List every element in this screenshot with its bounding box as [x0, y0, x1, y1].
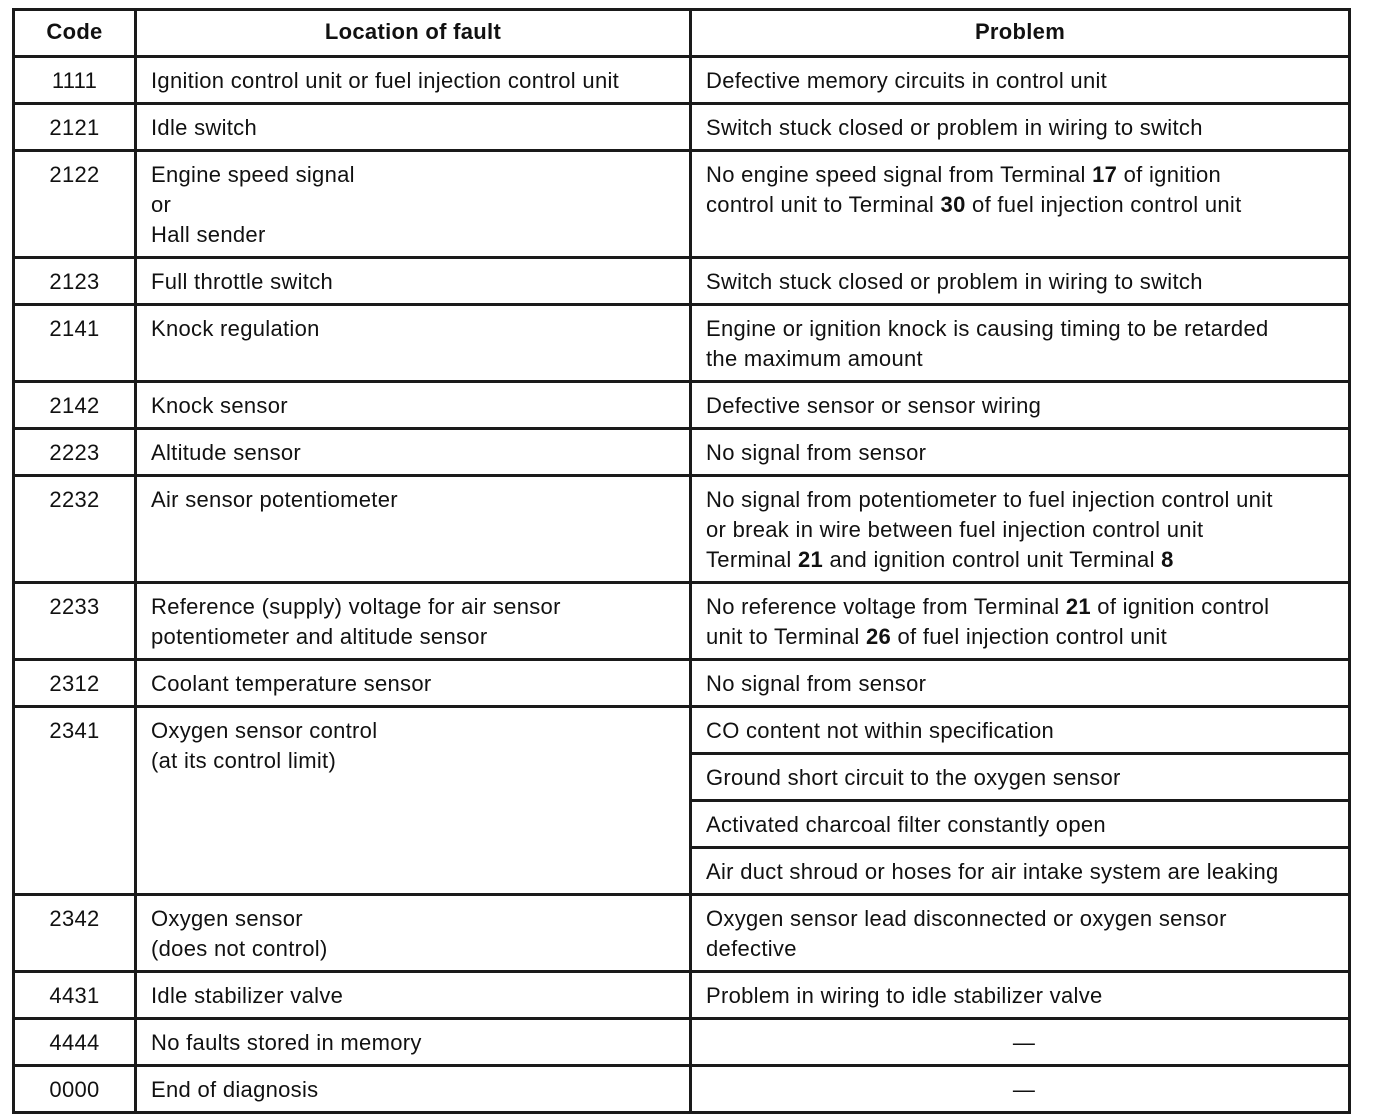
terminal-number: 26: [866, 624, 892, 649]
problem-text: Defective memory circuits in control unit: [706, 68, 1108, 93]
location-cell: [136, 895, 691, 972]
problem-cell: [691, 1066, 1350, 1113]
problem-dash: —: [1012, 1077, 1036, 1102]
problem-text: [706, 190, 1342, 220]
problem-cell: [691, 848, 1350, 895]
problem-text-part: control unit to Terminal: [706, 192, 941, 217]
problem-text: Ground short circuit to the oxygen sensor: [706, 765, 1121, 790]
table-row: [14, 382, 1350, 429]
location-cell: [136, 382, 691, 429]
location-cell: [136, 429, 691, 476]
location-text: Altitude sensor: [151, 440, 302, 465]
code-cell: 1111: [14, 57, 136, 104]
table-row: [14, 476, 1350, 583]
problem-dash: —: [1012, 1030, 1036, 1055]
problem-text-part: of fuel injection control unit: [965, 192, 1242, 217]
problem-text: [706, 160, 1342, 190]
problem-cell: [691, 429, 1350, 476]
code-cell: 2341: [14, 707, 136, 895]
location-cell: [136, 660, 691, 707]
problem-cell: [691, 305, 1350, 382]
problem-text: Activated charcoal filter constantly open: [706, 812, 1106, 837]
location-cell: [136, 972, 691, 1019]
problem-text: Engine or ignition knock is causing timing to be retarded: [706, 316, 1269, 341]
problem-cell: [691, 151, 1350, 258]
location-text: or: [151, 192, 172, 217]
location-text: Knock regulation: [151, 316, 320, 341]
location-text: Ignition control unit or fuel injection control unit: [151, 68, 620, 93]
problem-text: [706, 545, 1342, 575]
problem-cell: [691, 754, 1350, 801]
code-cell: 2342: [14, 895, 136, 972]
code-cell: 4444: [14, 1019, 136, 1066]
problem-cell: [691, 972, 1350, 1019]
problem-text: Oxygen sensor lead disconnected or oxygen sensor: [706, 906, 1227, 931]
problem-text-part: of fuel injection control unit: [891, 624, 1167, 649]
problem-cell: [691, 258, 1350, 305]
location-cell: [136, 1019, 691, 1066]
table-row: [14, 1019, 1350, 1066]
location-text: Oxygen sensor control: [151, 718, 378, 743]
location-text: Full throttle switch: [151, 269, 334, 294]
problem-cell: [691, 583, 1350, 660]
problem-text-part: No reference voltage from Terminal: [706, 594, 1066, 619]
problem-cell: [691, 57, 1350, 104]
table-row: [14, 57, 1350, 104]
terminal-number: 30: [940, 192, 966, 217]
table-row: [14, 583, 1350, 660]
problem-text: No signal from potentiometer to fuel injection control unit: [706, 487, 1273, 512]
problem-cell: [691, 660, 1350, 707]
table-row: [14, 258, 1350, 305]
table-row: [14, 707, 1350, 754]
location-cell: [136, 104, 691, 151]
problem-text-part: No engine speed signal from Terminal: [706, 162, 1093, 187]
problem-text: Problem in wiring to idle stabilizer valve: [706, 983, 1103, 1008]
header-code: Code: [14, 10, 136, 57]
code-cell: 2123: [14, 258, 136, 305]
location-text: potentiometer and altitude sensor: [151, 624, 488, 649]
problem-text: Switch stuck closed or problem in wiring to switch: [706, 269, 1203, 294]
location-cell: [136, 57, 691, 104]
problem-text: CO content not within specification: [706, 718, 1055, 743]
location-text: Idle switch: [151, 115, 258, 140]
location-text: Coolant temperature sensor: [151, 671, 432, 696]
problem-text: [706, 592, 1342, 622]
table-row: [14, 104, 1350, 151]
location-text: Air sensor potentiometer: [151, 487, 398, 512]
problem-cell: [691, 382, 1350, 429]
location-cell: [136, 258, 691, 305]
problem-text: defective: [706, 936, 797, 961]
location-text: Reference (supply) voltage for air sensor: [151, 594, 561, 619]
code-cell: 0000: [14, 1066, 136, 1113]
location-text: Knock sensor: [151, 393, 288, 418]
location-text: End of diagnosis: [151, 1077, 319, 1102]
terminal-number: 8: [1161, 547, 1174, 572]
code-cell: 2312: [14, 660, 136, 707]
code-cell: 2232: [14, 476, 136, 583]
terminal-number: 21: [1065, 594, 1091, 619]
location-text: Engine speed signal: [151, 162, 355, 187]
code-cell: 2223: [14, 429, 136, 476]
table-row: [14, 1066, 1350, 1113]
location-cell: [136, 1066, 691, 1113]
problem-text-part: of ignition control: [1090, 594, 1270, 619]
code-cell: 2122: [14, 151, 136, 258]
fault-code-table-container: [12, 8, 1348, 1114]
problem-cell: [691, 801, 1350, 848]
terminal-number: 21: [797, 547, 824, 572]
problem-text: [706, 622, 1342, 652]
location-text: Hall sender: [151, 222, 266, 247]
header-row: [14, 10, 1350, 57]
table-row: [14, 429, 1350, 476]
terminal-number: 17: [1092, 162, 1118, 187]
code-cell: 2233: [14, 583, 136, 660]
problem-text: or break in wire between fuel injection control unit: [706, 517, 1204, 542]
location-cell: [136, 583, 691, 660]
location-text: (does not control): [151, 936, 328, 961]
table-row: [14, 151, 1350, 258]
location-cell: [136, 151, 691, 258]
problem-text: Air duct shroud or hoses for air intake system are leaking: [706, 859, 1279, 884]
problem-text-part: and ignition control unit Terminal: [823, 547, 1162, 572]
location-cell: [136, 305, 691, 382]
location-text: Oxygen sensor: [151, 906, 303, 931]
header-problem: Problem: [691, 10, 1350, 57]
problem-cell: [691, 476, 1350, 583]
problem-cell: [691, 707, 1350, 754]
problem-text: No signal from sensor: [706, 440, 927, 465]
problem-text: the maximum amount: [706, 346, 923, 371]
problem-text-part: Terminal: [706, 547, 798, 572]
location-text: Idle stabilizer valve: [151, 983, 344, 1008]
table-row: [14, 660, 1350, 707]
location-cell: [136, 707, 691, 895]
problem-cell: [691, 895, 1350, 972]
location-cell: [136, 476, 691, 583]
header-location: Location of fault: [136, 10, 691, 57]
code-cell: 2121: [14, 104, 136, 151]
problem-text: Defective sensor or sensor wiring: [706, 393, 1042, 418]
problem-text-part: unit to Terminal: [706, 624, 866, 649]
location-text: No faults stored in memory: [151, 1030, 422, 1055]
code-cell: 2142: [14, 382, 136, 429]
problem-text: Switch stuck closed or problem in wiring to switch: [706, 115, 1203, 140]
problem-cell: [691, 1019, 1350, 1066]
location-text: (at its control limit): [151, 748, 337, 773]
problem-text-part: of ignition: [1117, 162, 1222, 187]
problem-cell: [691, 104, 1350, 151]
table-row: [14, 895, 1350, 972]
code-cell: 4431: [14, 972, 136, 1019]
problem-text: No signal from sensor: [706, 671, 927, 696]
fault-code-table: [12, 8, 1351, 1114]
table-row: [14, 972, 1350, 1019]
table-row: [14, 305, 1350, 382]
code-cell: 2141: [14, 305, 136, 382]
